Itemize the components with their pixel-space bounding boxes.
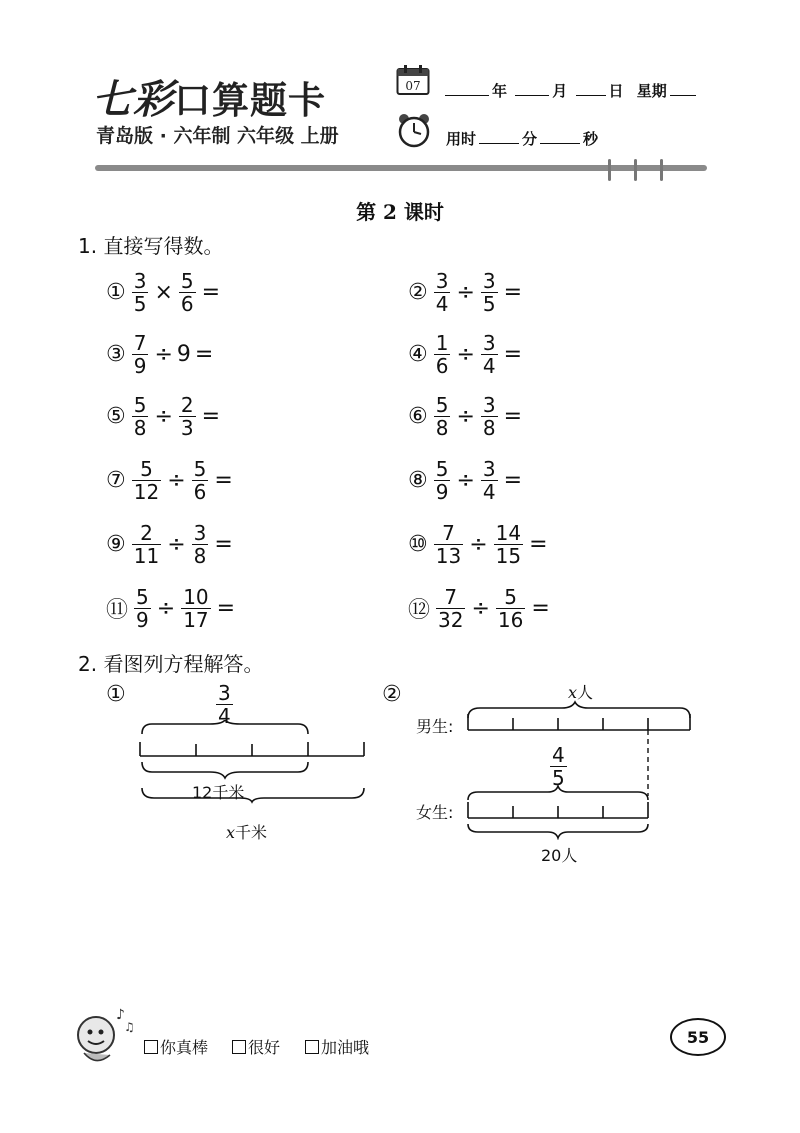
fraction-denominator: 5 [482, 291, 496, 316]
operator: ÷ [469, 531, 488, 557]
fraction [481, 270, 498, 315]
fraction-denominator: 6 [435, 353, 449, 378]
fraction-numerator: 3 [482, 268, 496, 293]
svg-text:♪: ♪ [116, 1007, 125, 1023]
exercise-number: ⑦ [106, 467, 126, 493]
exercise-item [106, 578, 239, 638]
fraction-denominator: 15 [495, 543, 522, 568]
fraction-denominator: 11 [133, 543, 160, 568]
fraction-numerator: 5 [133, 392, 147, 417]
month-blank[interactable] [515, 81, 549, 96]
equals-sign: = [503, 341, 523, 367]
checkbox [232, 1040, 246, 1054]
equals-sign: = [531, 595, 550, 621]
operator: × [154, 279, 173, 305]
fraction-numerator: 1 [435, 330, 449, 355]
calendar-day: 07 [405, 79, 421, 93]
total-unit: 千米 [235, 823, 268, 842]
exercise-number: ③ [106, 341, 126, 367]
exercise-item [408, 262, 526, 322]
part-brace [142, 762, 308, 778]
fraction-numerator: 3 [435, 268, 449, 293]
fraction-numerator: 3 [482, 392, 496, 417]
lesson-title: 第 2 课时 [356, 200, 444, 224]
fraction-numerator: 5 [504, 584, 517, 609]
exercise-item [106, 262, 224, 322]
operator: ÷ [167, 531, 186, 557]
equals-sign: = [216, 595, 236, 621]
fraction-denominator: 9 [133, 353, 147, 378]
operator: ÷ [456, 341, 475, 367]
fraction-numerator: 14 [495, 520, 522, 545]
exercise-item [106, 514, 237, 574]
question-2-title: 2. 看图列方程解答。 [78, 652, 264, 676]
fraction [496, 586, 525, 631]
exercise-number: ⑤ [106, 403, 126, 429]
fraction-denominator: 17 [183, 607, 209, 632]
fraction-numerator: 5 [140, 456, 153, 481]
edition-label: 青岛版 · 六年制 六年级 上册 [96, 125, 339, 147]
second-label: 秒 [583, 130, 599, 148]
question-1-title: 1. 直接写得数。 [78, 234, 224, 258]
fraction-denominator: 4 [435, 291, 449, 316]
fraction [132, 270, 149, 315]
fraction-numerator: 5 [136, 584, 149, 609]
fraction [181, 586, 210, 631]
equals-sign: = [503, 279, 523, 305]
fraction [434, 394, 451, 439]
top-unit: 人 [577, 683, 594, 702]
fraction [434, 522, 463, 567]
equals-sign: = [529, 531, 548, 557]
time-fill-line [446, 128, 598, 149]
fraction-denominator: 8 [133, 415, 147, 440]
minute-blank[interactable] [479, 129, 519, 144]
header-divider [95, 165, 707, 171]
date-fill-line [442, 80, 699, 101]
option-label: 很好 [248, 1038, 281, 1057]
book-title [92, 68, 326, 125]
variable-x: x [226, 823, 236, 842]
boys-label: 男生: [416, 717, 454, 736]
operator: ÷ [456, 403, 475, 429]
alarm-clock-icon [396, 112, 432, 148]
rating-option-good[interactable] [232, 1035, 280, 1058]
exercise-number: ① [106, 279, 126, 305]
exercise-number: ⑥ [408, 403, 428, 429]
fraction [434, 332, 451, 377]
fraction [132, 332, 149, 377]
exercise-number: ② [408, 279, 428, 305]
girls-total-brace [468, 824, 648, 838]
fraction [192, 458, 209, 503]
exercise-number: ⑪ [106, 597, 129, 623]
checkbox [144, 1040, 158, 1054]
equals-sign: = [214, 531, 233, 557]
diagram-1-label: ① [106, 682, 126, 707]
exercise-number: ⑨ [106, 531, 126, 557]
total-brace [142, 788, 364, 802]
fraction-numerator: 3 [193, 520, 207, 545]
fraction-denominator: 9 [136, 607, 149, 632]
exercise-item [408, 450, 526, 510]
whole-number: 9 [176, 341, 191, 367]
operator: ÷ [154, 403, 173, 429]
fraction-numerator: 5 [180, 268, 194, 293]
fraction [179, 270, 196, 315]
exercise-item [106, 324, 217, 384]
exercise-item [408, 324, 526, 384]
fraction-denominator: 8 [193, 543, 207, 568]
fraction-denominator: 12 [133, 479, 160, 504]
day-blank[interactable] [576, 81, 606, 96]
second-blank[interactable] [540, 129, 580, 144]
equals-sign: = [503, 403, 523, 429]
operator: ÷ [167, 467, 186, 493]
fraction [132, 394, 149, 439]
fraction-denominator: 5 [133, 291, 147, 316]
fraction-denominator: 9 [435, 479, 449, 504]
exercise-number: ⑧ [408, 467, 428, 493]
brand-prefix: 七彩 [92, 76, 174, 123]
option-label: 你真棒 [160, 1038, 209, 1057]
equals-sign: = [214, 467, 233, 493]
exercise-number: ⑩ [408, 531, 428, 557]
fraction [481, 458, 498, 503]
fraction-denominator: 6 [180, 291, 194, 316]
fraction [436, 586, 465, 631]
fraction-numerator: 10 [183, 584, 209, 609]
fraction-numerator: 4 [552, 743, 565, 767]
fraction [132, 522, 161, 567]
fraction [192, 522, 209, 567]
equals-sign: = [503, 467, 523, 493]
operator: ÷ [154, 341, 173, 367]
cartoon-mascot-icon [70, 1005, 138, 1069]
operator: ÷ [456, 467, 475, 493]
fraction-numerator: 7 [133, 330, 147, 355]
fraction [494, 522, 523, 567]
girls-total-label: 20人 [541, 846, 578, 865]
fraction-denominator: 3 [180, 415, 194, 440]
operator: ÷ [156, 595, 176, 621]
fraction [481, 394, 498, 439]
svg-text:♫: ♫ [124, 1020, 135, 1034]
month-label: 月 [552, 82, 568, 100]
fraction-denominator: 8 [435, 415, 449, 440]
fraction-denominator: 4 [482, 353, 496, 378]
diagram-2-bars [460, 700, 700, 840]
weekday-label: 星期 [636, 82, 667, 100]
ring-binder-icon [607, 159, 612, 181]
fraction-numerator: 2 [180, 392, 194, 417]
year-label: 年 [492, 82, 508, 100]
fraction [434, 458, 451, 503]
fraction [132, 458, 161, 503]
fraction-denominator: 13 [435, 543, 462, 568]
fraction-denominator: 8 [482, 415, 496, 440]
page-number: 55 [670, 1018, 726, 1056]
fraction-denominator: 32 [438, 607, 464, 632]
fraction [179, 394, 196, 439]
operator: ÷ [471, 595, 490, 621]
fraction-numerator: 7 [444, 584, 458, 609]
exercise-number: ④ [408, 341, 428, 367]
ring-binder-icon [633, 159, 638, 181]
brand-name: 口算题卡 [174, 78, 326, 122]
exercise-item [408, 514, 552, 574]
fraction-numerator: 3 [133, 268, 147, 293]
checkbox [305, 1040, 319, 1054]
calendar-icon [396, 64, 430, 96]
fraction-numerator: 5 [435, 456, 449, 481]
equals-sign: = [194, 341, 214, 367]
exercise-item [408, 386, 526, 446]
fraction-numerator: 5 [193, 456, 207, 481]
equals-sign: = [201, 279, 221, 305]
exercise-item [106, 450, 237, 510]
fraction-denominator: 4 [218, 704, 231, 728]
rating-option-great[interactable] [144, 1035, 208, 1058]
fraction-denominator: 6 [193, 479, 207, 504]
fraction [434, 270, 451, 315]
fraction-numerator: 5 [435, 392, 449, 417]
diagram-1-bar [130, 720, 380, 805]
year-blank[interactable] [445, 81, 489, 96]
fraction-brace [468, 786, 648, 800]
exercise-item [408, 578, 554, 638]
fraction [134, 586, 151, 631]
operator: ÷ [456, 279, 475, 305]
option-label: 加油哦 [321, 1038, 370, 1057]
top-brace [142, 720, 308, 734]
fraction-numerator: 3 [482, 330, 496, 355]
fraction-denominator: 16 [497, 607, 524, 632]
diagram-2-label: ② [382, 682, 402, 707]
fraction-numerator: 7 [442, 520, 455, 545]
time-used-label: 用时 [446, 130, 477, 148]
equals-sign: = [201, 403, 221, 429]
exercise-item [106, 386, 224, 446]
top-brace [468, 702, 690, 718]
minute-label: 分 [522, 130, 538, 148]
day-label: 日 [608, 82, 624, 100]
rating-option-keep-going[interactable] [305, 1035, 369, 1058]
fraction-numerator: 2 [140, 520, 153, 545]
fraction-numerator: 3 [218, 681, 231, 705]
weekday-blank[interactable] [670, 81, 696, 96]
ring-binder-icon [659, 159, 664, 181]
diagram-1-part-label: 12千米 [192, 783, 245, 802]
diagram-1-total-label [226, 820, 267, 843]
variable-x: x [568, 683, 578, 702]
fraction [481, 332, 498, 377]
girls-label: 女生: [416, 803, 454, 822]
fraction-numerator: 3 [482, 456, 496, 481]
fraction-denominator: 4 [482, 479, 496, 504]
exercise-number: ⑫ [408, 597, 431, 623]
fraction-denominator: 5 [552, 766, 565, 790]
